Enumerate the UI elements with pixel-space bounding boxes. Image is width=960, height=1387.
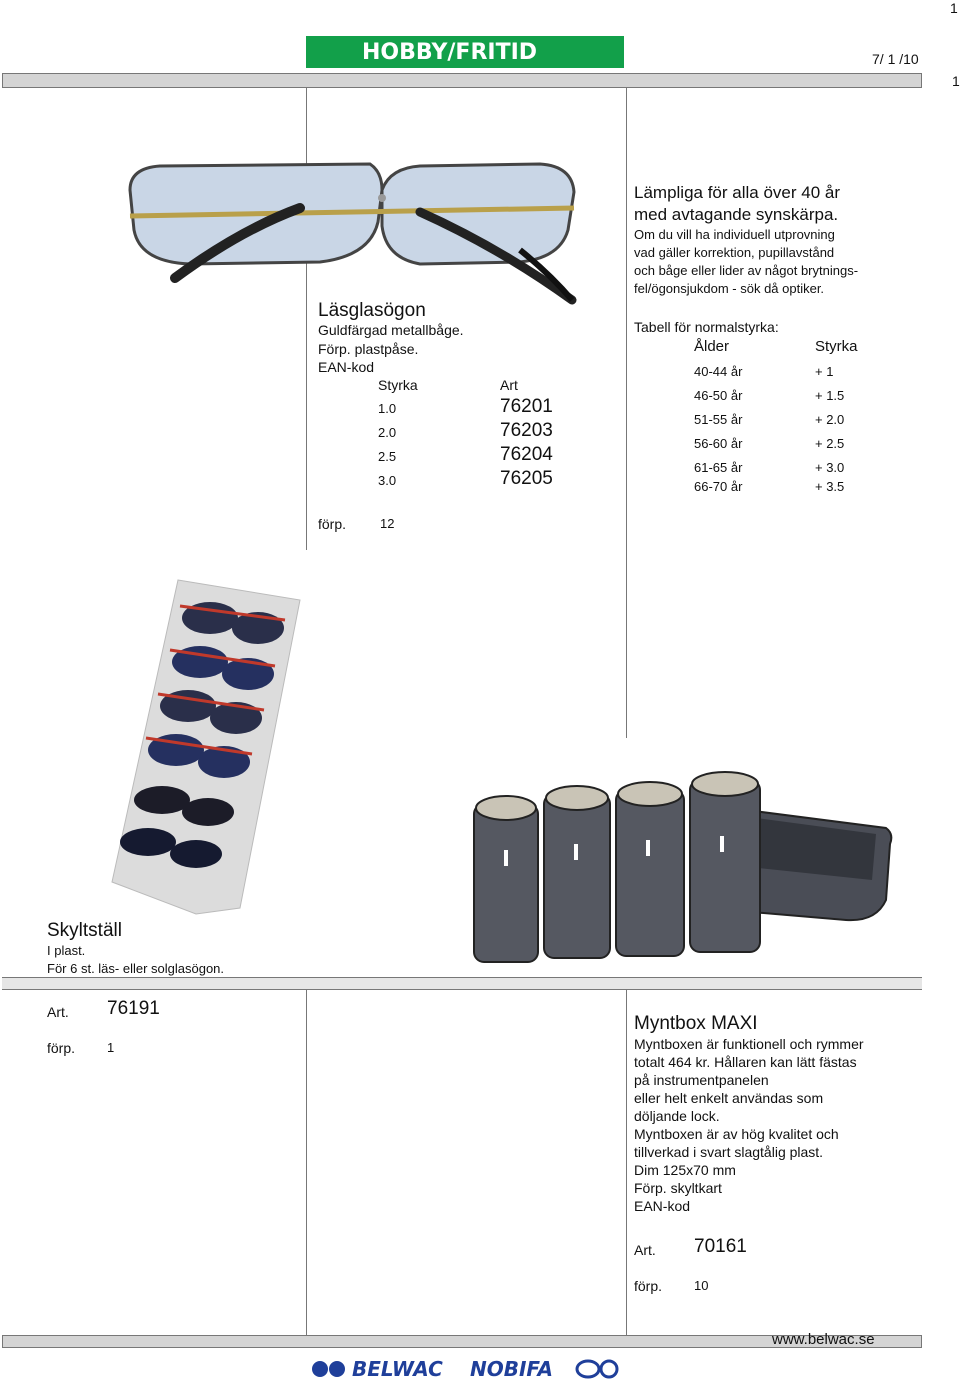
strength-cell: + 1.5 [815, 388, 845, 403]
description-line: fel/ögonsjukdom - sök då optiker. [634, 281, 825, 296]
belwac-nobifa-logo [310, 1356, 620, 1382]
page-number-side: 1 [952, 73, 960, 89]
coin-box-line: på instrumentpanelen [634, 1072, 769, 1088]
footer-url[interactable]: www.belwac.se [772, 1331, 875, 1348]
description-heading-1: Lämpliga för alla över 40 år [634, 183, 841, 202]
svg-text:BELWAC: BELWAC [352, 1357, 443, 1381]
strength-cell: + 1 [815, 364, 834, 379]
art-cell: 76203 [500, 420, 553, 441]
reading-glasses-material: Guldfärgad metallbåge. [318, 322, 464, 338]
art-number: 70161 [694, 1236, 747, 1257]
description-heading-2: med avtagande synskärpa. [634, 205, 839, 224]
coin-box-line: Förp. skyltkart [634, 1180, 722, 1196]
strength-cell: + 2.0 [815, 412, 845, 427]
page-number-top: 1 [950, 0, 958, 16]
strength-cell: 1.0 [378, 401, 397, 416]
reading-glasses-title: Läsglasögon [318, 300, 426, 321]
coin-box-title: Myntbox MAXI [634, 1013, 758, 1034]
description-line: vad gäller korrektion, pupillavstånd [634, 245, 835, 260]
coin-tube [544, 786, 610, 958]
age-column-header: Ålder [694, 338, 730, 355]
reading-glasses-packaging: Förp. plastpåse. [318, 341, 419, 357]
divider-left-bottom [306, 990, 307, 1336]
page-reference: 7/ 1 /10 [872, 51, 919, 67]
section-banner [306, 36, 624, 68]
coin-box-line: Dim 125x70 mm [634, 1162, 736, 1178]
display-stand-title: Skyltställ [47, 920, 122, 941]
section-title: HOBBY/FRITID [362, 39, 538, 65]
reading-glasses-image [120, 150, 590, 320]
coin-tube [616, 782, 684, 956]
strength-column-header: Styrka [815, 338, 858, 355]
display-stand-image [100, 578, 305, 918]
section-rule [2, 977, 922, 990]
age-cell: 46-50 år [694, 388, 743, 403]
age-cell: 51-55 år [694, 412, 743, 427]
strength-cell: 2.5 [378, 449, 397, 464]
description-line: och båge eller lider av något brytnings- [634, 263, 859, 278]
strength-cell: 2.0 [378, 425, 397, 440]
strength-cell: + 3.5 [815, 479, 845, 494]
strength-cell: + 3.0 [815, 460, 845, 475]
reading-glasses-ean: EAN-kod [318, 359, 375, 375]
header-rule [2, 73, 922, 88]
svg-text:NOBIFA: NOBIFA [470, 1357, 553, 1381]
coin-box-line: Myntboxen är funktionell och rymmer [634, 1036, 864, 1052]
art-label: Art. [634, 1242, 656, 1258]
age-cell: 66-70 år [694, 479, 743, 494]
strength-header: Styrka [378, 377, 418, 393]
pack-value: 10 [694, 1278, 709, 1293]
pack-label: förp. [634, 1278, 663, 1294]
art-cell: 76204 [500, 444, 553, 465]
art-header: Art [500, 377, 518, 393]
coin-box-line: totalt 464 kr. Hållaren kan lätt fästas [634, 1054, 857, 1070]
age-cell: 56-60 år [694, 436, 743, 451]
coin-box-line: Myntboxen är av hög kvalitet och [634, 1126, 839, 1142]
coin-box-line: EAN-kod [634, 1198, 691, 1214]
pack-label: förp. [47, 1040, 76, 1056]
display-stand-capacity: För 6 st. läs- eller solglasögon. [47, 961, 225, 976]
description-line: Om du vill ha individuell utprovning [634, 227, 835, 242]
strength-cell: 3.0 [378, 473, 397, 488]
coin-tube [474, 796, 538, 962]
art-label: Art. [47, 1004, 69, 1020]
strength-table-title: Tabell för normalstyrka: [634, 319, 779, 335]
coin-tube [690, 772, 760, 952]
coin-box-line: döljande lock. [634, 1108, 720, 1124]
display-stand-material: I plast. [47, 943, 86, 958]
age-cell: 40-44 år [694, 364, 743, 379]
coin-box-line: eller helt enkelt användas som [634, 1090, 824, 1106]
pack-label: förp. [318, 516, 347, 532]
logo-graphic [310, 1356, 620, 1382]
coin-box-image [466, 770, 896, 970]
pack-value: 12 [380, 516, 395, 531]
coin-box-line: tillverkad i svart slagtålig plast. [634, 1144, 824, 1160]
age-cell: 61-65 år [694, 460, 743, 475]
art-number: 76191 [107, 998, 160, 1019]
strength-cell: + 2.5 [815, 436, 845, 451]
pack-value: 1 [107, 1040, 115, 1055]
divider-center-bottom [626, 990, 627, 1336]
art-cell: 76201 [500, 396, 553, 417]
art-cell: 76205 [500, 468, 553, 489]
divider-center-top [626, 88, 627, 738]
